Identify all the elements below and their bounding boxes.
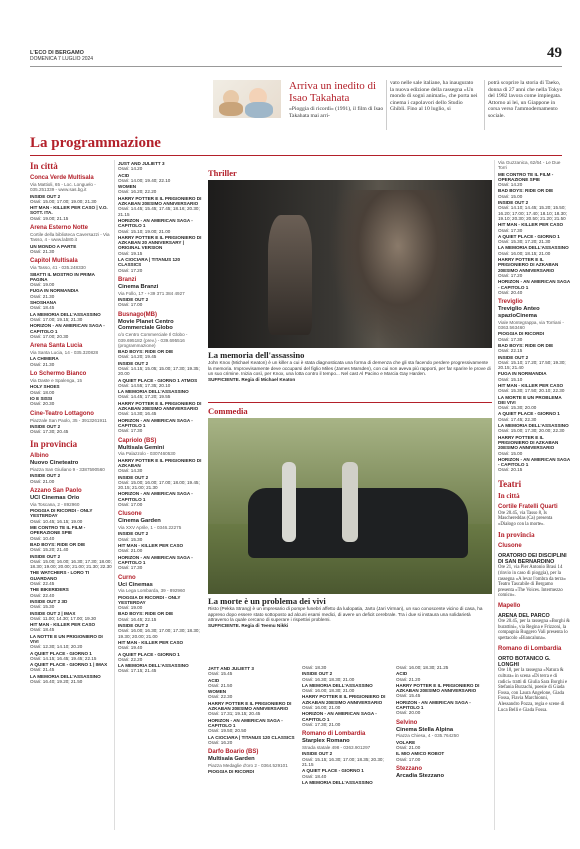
showtimes: Orari: 15.10 bbox=[498, 376, 523, 382]
showtimes: Orari: 15.45 bbox=[396, 693, 421, 699]
showtimes: Orari: 14.15; 16.45; 19.45; 22.15 bbox=[30, 655, 97, 661]
listings-bottom-3 bbox=[396, 665, 490, 780]
thriller-rating: SUFFICIENTE. Regia di Michael Keaton bbox=[208, 376, 296, 382]
showtimes: Orari: 16.20; 22.20 bbox=[118, 189, 157, 195]
film-title: INSIDE OUT 2 bbox=[498, 200, 529, 206]
heading-in-citta: In città bbox=[30, 161, 58, 171]
venue-name: Arena Esterno Notte bbox=[30, 225, 89, 232]
showtimes: Orari: 21.20 bbox=[396, 676, 421, 682]
teaser-text-col3: potrà scoprire la storia di Taeko, donna di 27 anni che nella Tokyo del 1982 lavora come impiegata. Attorno ai lei, un Giappone in corsa verso l'ammodernamento sociale. bbox=[488, 80, 563, 119]
film-title: HARRY POTTER E IL PRIGIONIERO DI AZKABAN 20ESIMO ANNIVERSARIO bbox=[118, 400, 202, 412]
venue-name: Cine-Teatro Lottagono bbox=[30, 410, 94, 417]
film-title: HORIZON - AN AMERICAN SAGA - CAPITOLO 1 bbox=[302, 711, 377, 722]
venue-address: Via Guzzanica, 62/64 - Le Due Torri bbox=[498, 160, 561, 171]
showtimes: Orari: 15.10; 19.00; 21.00 bbox=[118, 228, 171, 234]
film-title: HARRY POTTER E IL PRIGIONIERO DI AZKABAN 20ESIMO ANNIVERSARIO bbox=[498, 434, 559, 451]
film-title: HOLY SHOES bbox=[30, 384, 60, 390]
film-title: LA MEMORIA DELL'ASSASSINO bbox=[302, 779, 373, 785]
showtimes: Orari: 15.00; 16.00; 17.00; 18.00; 19.45; 20.15; 21.00; 21.30 bbox=[118, 479, 200, 491]
film-title: SHOSHANA bbox=[30, 300, 57, 306]
teaser-column-rule bbox=[484, 80, 485, 130]
showtimes: Orari: 14.30; 16.45 bbox=[118, 411, 157, 417]
film-title: INSIDE OUT 2 bbox=[118, 360, 149, 366]
showtimes: Orari: 16.00; 18.15; 21.00 bbox=[498, 250, 551, 256]
showtimes: Orari: 14.45; 17.20; 19.55 bbox=[118, 394, 171, 400]
venue-address: Via Toscana, 2 - 892960 bbox=[30, 501, 80, 507]
film-title: HIT MAN - KILLER PER CASO bbox=[498, 222, 564, 228]
film-title: HARRY POTTER E IL PRIGIONIERO DI AZKABAN 20ESIMO ANNIVERSARIO bbox=[302, 694, 386, 705]
film-title: HORIZON - AN AMERICAN SAGA - CAPITOLO 1 bbox=[498, 279, 570, 290]
theatre-venue: Cortile Fratelli Quarti bbox=[498, 503, 558, 510]
showtimes: Orari: 21.30 bbox=[30, 361, 55, 367]
theatre-city: Clusone bbox=[498, 542, 522, 549]
showtimes: Orari: 17.30; 21.00 bbox=[302, 721, 341, 727]
theatre-city: Romano di Lombardia bbox=[498, 645, 562, 652]
issue-date: DOMENICA 7 LUGLIO 2024 bbox=[30, 56, 94, 62]
venue-address: Via Santa Lucia, 14 - 035.320828 bbox=[30, 350, 99, 356]
showtimes: Orari: 21.45 bbox=[30, 667, 55, 673]
venue-name: Treviglio Anteo spazioCinema bbox=[498, 306, 540, 319]
heading-in-provincia: In provincia bbox=[30, 439, 78, 450]
film-title: ACID bbox=[118, 172, 130, 178]
film-title: LA MEMORIA DELL'ASSASSINO bbox=[498, 245, 569, 251]
film-title: HARRY POTTER E IL PRIGIONIERO DI AZKABAN 20ESIMO ANNIVERSARIO bbox=[498, 257, 559, 273]
film-title: A QUIET PLACE - GIORNO 1 bbox=[498, 233, 560, 239]
showtimes: Orari: 22.45 bbox=[30, 581, 55, 587]
page-header bbox=[30, 50, 93, 62]
film-title: HIT MAN - KILLER PER CASO bbox=[30, 622, 96, 628]
film-title: BAD BOYS: RIDE OR DIE bbox=[118, 611, 174, 617]
header-rule bbox=[30, 66, 562, 67]
heading-in-provincia: In provincia bbox=[498, 530, 535, 539]
showtimes: Orari: 16.00; 16.30; 17.00; 17.30; 18.30; 19.30; 20.00; 21.00 bbox=[118, 628, 200, 639]
showtimes: Orari: 16.00; 21.00 bbox=[302, 705, 341, 711]
film-title: LA MEMORIA DELL'ASSASSINO bbox=[30, 311, 101, 317]
listings-column-1 bbox=[30, 160, 112, 684]
comedy-photo bbox=[208, 418, 492, 594]
film-title: LA MEMORIA DELL'ASSASSINO bbox=[118, 389, 189, 395]
film-title: LA CIOCIARA | TITANUS 120 CLASSICS bbox=[208, 734, 295, 740]
showtimes: Orari: 14.20; 19.45 bbox=[118, 354, 157, 360]
teaser-lead: «Pioggia di ricordi» (1991), il film di Isao Takahata mai arri- bbox=[289, 106, 384, 119]
teaser-image bbox=[213, 80, 281, 118]
venue-name: Movie Planet Centro Commerciale Globo bbox=[118, 318, 174, 332]
thriller-title: La memoria dell'assassino bbox=[208, 350, 305, 360]
venue-name: Nuovo Cineteatro bbox=[30, 460, 79, 467]
film-title: WOMEN bbox=[208, 689, 227, 695]
venue-city: Busnago(MB) bbox=[118, 311, 157, 318]
column-rule bbox=[494, 160, 495, 830]
showtimes: Orari: 14.20 bbox=[498, 182, 523, 188]
film-title: INSIDE OUT 2 bbox=[498, 354, 529, 360]
comedy-synopsis: Risto (Pekka Strang) è un impresario di pompe funebri affetto da ludopatia, Jarto (Jari Virman), un suo conoscente vicino di casa, ha appreso dopo essere stato sottoposto ad alcuni esami medici, di avere un deficit cerebrale. Tra i due si instaura una solidarietà attraverso la quale cercano di superare i rispettivi problemi. bbox=[208, 606, 483, 623]
venue-list bbox=[208, 749, 296, 774]
theatre-event: Ore 18, per la rassegna «Natura & cultura» in scena «Di terra e di radici» tratti di Giulia Sara Borghi e Stefania Burzachi, poesie di Giada Fossa, con Laura Angelone, Giada Fossa, Flavia Marchionni, Alessandro Pozza, regia e scene di Luca Belli e Giada Fossa. bbox=[498, 668, 568, 713]
thriller-synopsis: John Knox (Michael Keaton) è un killer a cui è stata diagnosticata una forma di demenza che gli sta facendo perdere progressivamente la memoria. Improvvisamente deve occuparsi del figlio Miles (James Marsden), con cui non aveva più rapporti, per far sparire le prove di un suo crimine. Inizia così, per Knox, una lotta contro il tempo... Nel cast Al Pacino e Marcia Gay Harden. bbox=[208, 360, 491, 377]
comedy-feature bbox=[208, 406, 492, 628]
venue-address: Cortile della biblioteca Caversazzi - Via Tasso, 4 - www.lab80.it bbox=[30, 232, 110, 243]
venue-address: Via Mattioli, 65 - Loc. Longuelo - 035.251339 - www.sas.bg.it bbox=[30, 182, 96, 193]
showtimes: Orari: 16.45; 22.15 bbox=[118, 616, 157, 622]
showtimes: Orari: 15.45 bbox=[208, 671, 233, 677]
film-title: BAD BOYS: RIDE OR DIE bbox=[498, 342, 554, 348]
film-title: ACID bbox=[208, 677, 220, 683]
venue-address: Strada statale 498 - 0363.901297 bbox=[302, 745, 371, 751]
showtimes: Orari: 16.00; 18.30; 21.00 bbox=[302, 688, 355, 694]
showtimes: Orari: 17.30 bbox=[118, 565, 143, 571]
venue-address: Piazza San Giuliano 9 - 3387590560 bbox=[30, 467, 105, 473]
showtimes: Orari: 17.15; 21.45 bbox=[118, 668, 157, 674]
venue-list bbox=[396, 720, 490, 780]
venue-address: c/o Centro Commerciale Il Globo - 039.695182 (prev.) - 039.695516 (programmazione) bbox=[118, 332, 188, 348]
feature-rule bbox=[208, 402, 492, 403]
teaser-title: Arriva un inedito di Isao Takahata bbox=[289, 80, 377, 104]
showtimes: Orari: 15.00; 17.00; 19.00; 21.30 bbox=[30, 198, 97, 204]
film-title: SBATTI IL MOSTRO IN PRIMA PAGINA bbox=[30, 271, 95, 282]
film-title: A QUIET PLACE - GIORNO 1 bbox=[30, 650, 92, 656]
venue-city: Romano di Lombardia bbox=[302, 731, 366, 738]
listings-bottom-1 bbox=[208, 665, 296, 775]
venue-list bbox=[498, 299, 570, 473]
venue-name: Arcadia Stezzano bbox=[396, 772, 444, 779]
showtimes: Orari: 21.00 bbox=[118, 548, 143, 554]
section-title: La programmazione bbox=[30, 135, 161, 151]
film-title: HORIZON - AN AMERICAN SAGA - CAPITOLO 1 bbox=[118, 417, 193, 428]
showtimes: Orari: 14.10; 14.45; 15.20; 15.50; 16.20; 17.00; 17.40; 18.10; 18.30; 19.10; 20.30; 20.50; 21.20; 21.50 bbox=[498, 205, 567, 221]
showtimes: Orari: 18.40 bbox=[302, 773, 327, 779]
showtimes: Orari: 19.00 bbox=[30, 282, 55, 288]
showtimes: Orari: 17.00 bbox=[396, 756, 421, 762]
film-title: INSIDE OUT 2 | IMAX bbox=[30, 610, 76, 616]
showtimes: Orari: 15.30; 17.50; 20.10; 22.30 bbox=[498, 388, 565, 394]
film-title: HORIZON - AN AMERICAN SAGA - CAPITOLO 1 bbox=[30, 323, 105, 334]
newspaper-name: L'ECO DI BERGAMO bbox=[30, 50, 84, 56]
film-title: VOLARE bbox=[396, 739, 416, 745]
showtimes: Orari: 20.15 bbox=[498, 467, 523, 473]
film-title: ME CONTRO TE IL FILM - OPERAZIONE SPIE bbox=[30, 525, 86, 536]
showtimes: Orari: 17.30; 20.45 bbox=[30, 429, 69, 435]
film-title: IO E SISSI bbox=[30, 395, 53, 401]
film-title: HORIZON - AN AMERICAN SAGA - CAPITOLO 1 bbox=[118, 217, 193, 229]
showtimes: Orari: 14.30 bbox=[118, 468, 143, 474]
venue-address: Via Tasso, 41 - 035.248330 bbox=[30, 265, 86, 271]
film-title: HORIZON - AN AMERICAN SAGA - CAPITOLO 1 bbox=[498, 456, 570, 468]
venue-address: Piazzale San Paolo, 35 - 3913261911 bbox=[30, 417, 107, 423]
showtimes: Orari: 16.20 bbox=[208, 739, 233, 745]
showtimes: Orari: 18.00 bbox=[30, 389, 55, 395]
venue-city: Curno bbox=[118, 574, 136, 581]
showtimes: Orari: 18.45 bbox=[30, 305, 55, 311]
film-title: HIT MAN - KILLER PER CASO bbox=[118, 639, 184, 645]
venue-name: Cinema Garden bbox=[118, 518, 161, 525]
film-title: BAD BOYS: RIDE OR DIE bbox=[30, 541, 86, 547]
teaser-text-col2: vato nelle sale italiane, ha inaugurato la nuova edizione della rassegna «Un mondo di sogni animati», che porta nei cinema i capolavori dello Studio Ghibli. Fino al 10 luglio, si bbox=[390, 80, 478, 113]
film-title: PIOGGIA DI RICORDI - ONLY YESTERDAY bbox=[118, 594, 181, 605]
theatre-venue: ORTO BOTANICO G. LONGHI bbox=[498, 655, 551, 669]
film-title: HARRY POTTER E IL PRIGIONIERO DI AZKABAN 20ESIMO ANNIVERSARIO bbox=[208, 700, 292, 712]
film-title: A QUIET PLACE - GIORNO 1 bbox=[118, 651, 180, 657]
showtimes: Orari: 20.40 bbox=[498, 289, 523, 295]
venue-address: Via Follo, 17 - +39 371 384 4927 bbox=[118, 290, 185, 296]
showtimes: Orari: 21.30 bbox=[30, 293, 55, 299]
showtimes: Orari: 14.00; 19.40; 22.10 bbox=[118, 177, 171, 183]
venue-address: Piazza Chiesa, 4 - 035.764250 bbox=[396, 733, 459, 739]
film-title: A QUIET PLACE - GIORNO 1 bbox=[302, 768, 364, 774]
showtimes: Orari: 20.30 bbox=[30, 401, 55, 407]
film-title: PIOGGIA DI RICORDI bbox=[498, 331, 545, 337]
film-title: INSIDE OUT 2 3D bbox=[30, 598, 68, 604]
showtimes: Orari: 17.00 bbox=[118, 502, 143, 508]
section-rule bbox=[30, 155, 562, 156]
film-title: HARRY POTTER E IL PRIGIONIERO DI AZKABAN 20ESIMO ANNIVERSARIO bbox=[396, 682, 480, 694]
film-title: LA MEMORIA DELL'ASSASSINO bbox=[302, 682, 373, 688]
showtimes: Orari: 15.00; 16.00; 16.30; 17.30; 18.00; 18.30; 19.00; 20.00; 21.00; 21.30; 22.30 bbox=[30, 558, 112, 570]
venue-list bbox=[302, 731, 390, 785]
film-title: UN MONDO A PARTE bbox=[30, 243, 77, 249]
showtimes: Orari: 17.20 bbox=[498, 272, 523, 278]
venue-address: Viale Montegrappa, via Torriani - 0363.563460 bbox=[498, 319, 564, 331]
film-title: INSIDE OUT 2 bbox=[30, 193, 61, 199]
showtimes: Orari: 14.55; 17.35; 20.10 bbox=[118, 382, 171, 388]
venue-name: UCI Cinemas Orio bbox=[30, 495, 80, 502]
listings-column-4 bbox=[498, 160, 570, 713]
venue-name: Multisala Gemini bbox=[118, 444, 165, 451]
film-list bbox=[396, 665, 490, 716]
thriller-photo bbox=[208, 180, 492, 348]
film-list bbox=[302, 665, 390, 727]
film-title: HORIZON - AN AMERICAN SAGA - CAPITOLO 1 bbox=[396, 699, 471, 711]
film-title: IL MIO AMICO ROBOT bbox=[396, 751, 445, 757]
film-title: JATT AND JULIETT 3 bbox=[208, 666, 254, 671]
comedy-rating: SUFFICIENTE. Regia di Teemu Nikki bbox=[208, 622, 289, 628]
film-title: INSIDE OUT 2 bbox=[118, 623, 149, 629]
film-title: HORIZON - AN AMERICAN SAGA - CAPITOLO 1 bbox=[118, 491, 193, 502]
film-title: INSIDE OUT 2 bbox=[30, 423, 61, 429]
showtimes: Orari: 15.00 bbox=[498, 193, 523, 199]
showtimes: Orari: 17.30 bbox=[498, 227, 523, 233]
venue-city: Azzano San Paolo bbox=[30, 488, 82, 495]
comedy-label: Commedia bbox=[208, 406, 248, 416]
showtimes: Orari: 17.31; 19.15; 20.45 bbox=[208, 711, 261, 717]
film-title: FUGA IN NORMANDIA bbox=[498, 371, 547, 377]
film-title: INSIDE OUT 2 bbox=[118, 474, 149, 480]
showtimes: Orari: 14.45; 15.45; 17.45; 18.16; 20.30; 21.15 bbox=[118, 206, 200, 217]
film-title: LA MEMORIA DELL'ASSASSINO bbox=[30, 673, 101, 679]
venue-name: Starplex Romano bbox=[302, 738, 350, 745]
showtimes: Orari: 16.30; 18.30; 21.00 bbox=[302, 676, 355, 682]
theatre-event: Ore 21, via Pier Antonio Brasi 14 (rinvio in caso di pioggia), per la rassegna «A levar l'ombra da terra» Teatro Tascabile di Bergamo presenta «The Voices. Intermezzo comico». bbox=[498, 565, 566, 599]
film-title: INSIDE OUT 2 bbox=[302, 751, 333, 757]
venue-name: Arena Santa Lucia bbox=[30, 343, 83, 350]
showtimes: Orari: 21.00 bbox=[30, 478, 55, 484]
teaser-column-rule bbox=[386, 80, 387, 130]
venue-address: Via Lega Lombarda, 39 - 892960 bbox=[118, 588, 186, 594]
film-title: INSIDE OUT 2 bbox=[30, 553, 61, 559]
showtimes: Orari: 11.00; 14.30; 17.00; 19.30 bbox=[30, 615, 97, 621]
listings-column-2 bbox=[118, 160, 202, 674]
venue-city: Clusone bbox=[118, 511, 142, 518]
showtimes: Orari: 19.50; 20.50 bbox=[208, 728, 247, 734]
film-title: A QUIET PLACE - GIORNO 1 | IMAX bbox=[30, 662, 108, 668]
showtimes: Orari: 15.30; 20.00 bbox=[498, 405, 537, 411]
film-title: A QUIET PLACE - GIORNO 1 ATMOS bbox=[118, 377, 198, 383]
comedy-title: La morte è un problema dei vivi bbox=[208, 596, 326, 606]
theatre-event: Ore 20.45, via Tasso 8, Is Maschereddas (Ca) presenta «Dialogo con la morte». bbox=[498, 510, 553, 527]
venue-address: Via Palazzolo - 0307460530 bbox=[118, 451, 176, 457]
showtimes: Orari: 19.00 bbox=[118, 605, 143, 611]
film-title: HORIZON - AN AMERICAN SAGA - CAPITOLO 1 bbox=[118, 554, 193, 565]
film-title: THE WATCHERS - LORO TI GUARDANO bbox=[30, 570, 90, 581]
showtimes: Orari: 21.50 bbox=[208, 682, 233, 688]
showtimes: Orari: 18.30 bbox=[302, 665, 327, 670]
heading-in-citta: In città bbox=[498, 491, 520, 500]
film-title: WOMEN bbox=[118, 184, 137, 190]
venue-list-city bbox=[30, 175, 112, 434]
showtimes: Orari: 15.10; 17.20; 17.50; 19.30; 20.15; 21.40 bbox=[498, 359, 566, 371]
showtimes: Orari: 15.00; 17.30; 20.00; 22.30 bbox=[498, 428, 565, 434]
showtimes: Orari: 15.30 bbox=[30, 604, 55, 610]
film-list bbox=[498, 172, 570, 296]
showtimes: Orari: 12.30; 14.10; 20.20 bbox=[30, 644, 83, 650]
venue-address: Via Daste e Spalenga, 15 bbox=[30, 378, 83, 384]
venue-city: Stezzano bbox=[396, 765, 423, 772]
venue-name: Multisala Garden bbox=[208, 756, 255, 763]
venue-city: Treviglio bbox=[498, 299, 523, 306]
showtimes: Orari: 20.00 bbox=[396, 710, 421, 716]
showtimes: Orari: 14.20 bbox=[118, 166, 143, 172]
venue-city: Capriolo (BS) bbox=[118, 437, 157, 444]
venue-name: Lo Schermo Bianco bbox=[30, 371, 87, 378]
showtimes: Orari: 15.00 bbox=[498, 450, 523, 456]
venue-city: Selvino bbox=[396, 719, 418, 726]
venue-city: Darfo Boario (BS) bbox=[208, 749, 259, 756]
film-title: JUST AND JULIETT 3 bbox=[118, 161, 165, 166]
film-list bbox=[208, 666, 296, 745]
showtimes: Orari: 22.40 bbox=[30, 592, 55, 598]
theatre-city: Mapello bbox=[498, 602, 521, 609]
film-title: PIOGGIA DI RICORDI - ONLY YESTERDAY bbox=[30, 508, 93, 519]
showtimes: Orari: 10.40 bbox=[30, 535, 55, 541]
film-title: LA MEMORIA DELL'ASSASSINO bbox=[498, 423, 569, 429]
heading-teatri: Teatri bbox=[498, 478, 522, 489]
showtimes: Orari: 17.30 bbox=[118, 428, 143, 434]
venue-city: Albino bbox=[30, 453, 49, 460]
listings-bottom-2 bbox=[302, 665, 390, 785]
film-title: INSIDE OUT 2 bbox=[30, 473, 61, 479]
showtimes: Orari: 15.30; 17.20; 21.30 bbox=[498, 239, 551, 245]
showtimes: Orari: 16.00; 18.30; 21.25 bbox=[396, 665, 449, 670]
film-title: BAD BOYS: RIDE OR DIE bbox=[498, 188, 554, 194]
page-number: 49 bbox=[547, 45, 562, 61]
showtimes: Orari: 16.40; 19.20; 21.50 bbox=[30, 679, 83, 685]
showtimes: Orari: 22.30 bbox=[208, 694, 233, 700]
film-title: PIOGGIA DI RICORDI bbox=[208, 769, 255, 775]
film-title: LA MORTE E UN PROBLEMA DEI VIVI bbox=[498, 394, 562, 405]
film-title: LA MEMORIA DELL'ASSASSINO bbox=[118, 663, 189, 669]
showtimes: Orari: 15.30 bbox=[118, 536, 143, 542]
film-title: INSIDE OUT 2 bbox=[118, 297, 149, 303]
showtimes: Orari: 15.20; 21.40 bbox=[30, 547, 69, 553]
film-title: HIT MAN - KILLER PER CASO | V.O. SOTT. ITA. bbox=[30, 205, 108, 216]
film-title: HARRY POTTER E IL PRIGIONIERO DI AZKABAN 20ESIMO ANNIVERSARIO bbox=[118, 195, 202, 207]
showtimes: Orari: 18.45 bbox=[30, 627, 55, 633]
showtimes: Orari: 19.00; 21.15 bbox=[30, 215, 69, 221]
venue-name: Conca Verde Multisala bbox=[30, 175, 94, 181]
film-title: HIT MAN - KILLER PER CASO bbox=[498, 382, 564, 388]
theatre-venue: ORATORIO DEI DISCIPLINI DI SAN BERNARDINO bbox=[498, 552, 567, 565]
film-title: HIT MAN - KILLER PER CASO bbox=[118, 543, 184, 549]
showtimes: Orari: 22.15 bbox=[498, 348, 523, 354]
film-title: INSIDE OUT 2 bbox=[302, 671, 333, 677]
showtimes: Orari: 17.00; 19.15; 21.30 bbox=[30, 316, 83, 322]
film-title: ACID bbox=[396, 671, 408, 677]
showtimes: Orari: 17.00; 20.30 bbox=[30, 333, 69, 339]
film-title: BAD BOYS: RIDE OR DIE bbox=[118, 349, 174, 355]
showtimes: Orari: 21.30 bbox=[30, 248, 55, 254]
showtimes: Orari: 10.45; 16.15; 19.00 bbox=[30, 518, 83, 524]
venue-name: Cinema Stella Alpina bbox=[396, 726, 454, 733]
showtimes: Orari: 14.15; 15.05; 15.00; 17.30; 19.35; 20.00 bbox=[118, 366, 200, 377]
thriller-feature bbox=[208, 168, 492, 382]
film-title: HARRY POTTER E IL PRIGIONIERO DI AZKABAN 20 ANNIVERSARY | ORIGINAL VERSION bbox=[118, 234, 202, 251]
showtimes: Orari: 15.15; 16.30; 17.00; 18.35; 20.30; 21.15 bbox=[302, 756, 384, 767]
film-title: THE BIKERIDERS bbox=[30, 587, 69, 593]
film-title: HARRY POTTER E IL PRIGIONIERO DI AZKABAN bbox=[118, 457, 202, 468]
venue-name: Cinema Branzi bbox=[118, 283, 159, 290]
showtimes: Orari: 22.20 bbox=[118, 656, 143, 662]
venue-list bbox=[118, 277, 202, 674]
showtimes: Orari: 17.45; 22.30 bbox=[498, 416, 537, 422]
showtimes: Orari: 21.00 bbox=[396, 745, 421, 751]
film-title: LA NOTTE E UN PRIGIONIERO DI VIVI bbox=[30, 633, 103, 644]
venue-address: Piazza Medaglie d'oro 2 - 0364.529101 bbox=[208, 762, 288, 768]
film-list-continued bbox=[118, 161, 202, 273]
theatre-venue: ARENA DEL PARCO bbox=[498, 612, 550, 619]
film-title: INSIDE OUT 2 bbox=[118, 531, 149, 537]
film-title: HORIZON - AN AMERICAN SAGA - CAPITOLO 1 bbox=[208, 717, 283, 728]
film-title: LA CIOCIARA | TITANUS 120 CLASSICS bbox=[118, 257, 181, 268]
film-title: LA CHIMERA bbox=[30, 356, 59, 362]
film-title: FUGA IN NORMANDIA bbox=[30, 288, 79, 294]
showtimes: Orari: 17.30 bbox=[498, 336, 523, 342]
venue-name: Capitol Multisala bbox=[30, 258, 78, 265]
showtimes: Orari: 17.20 bbox=[118, 267, 143, 273]
thriller-label: Thriller bbox=[208, 168, 237, 178]
showtimes: Orari: 17.00 bbox=[118, 302, 143, 308]
showtimes: Orari: 19.15 bbox=[118, 250, 143, 256]
venue-list-province bbox=[30, 453, 112, 684]
venue-name: Uci Cinemas bbox=[118, 581, 153, 588]
venue-address: Via XXV Aprile, 1 - 0346.22275 bbox=[118, 525, 182, 531]
showtimes: Orari: 19.40 bbox=[118, 645, 143, 651]
theatre-event: Ore 20.45, per la rassegna «Borghi & burattini», via Regina e Frizzoni, la compagnia Ruggero Vali presenta lo spettacolo «Biancaluna». bbox=[498, 619, 570, 642]
film-title: ME CONTRO TE IL FILM - OPERAZIONE SPIE bbox=[498, 171, 554, 182]
film-title: A QUIET PLACE - GIORNO 1 bbox=[498, 411, 560, 417]
venue-city: Branzi bbox=[118, 276, 137, 283]
column-rule bbox=[114, 160, 115, 830]
